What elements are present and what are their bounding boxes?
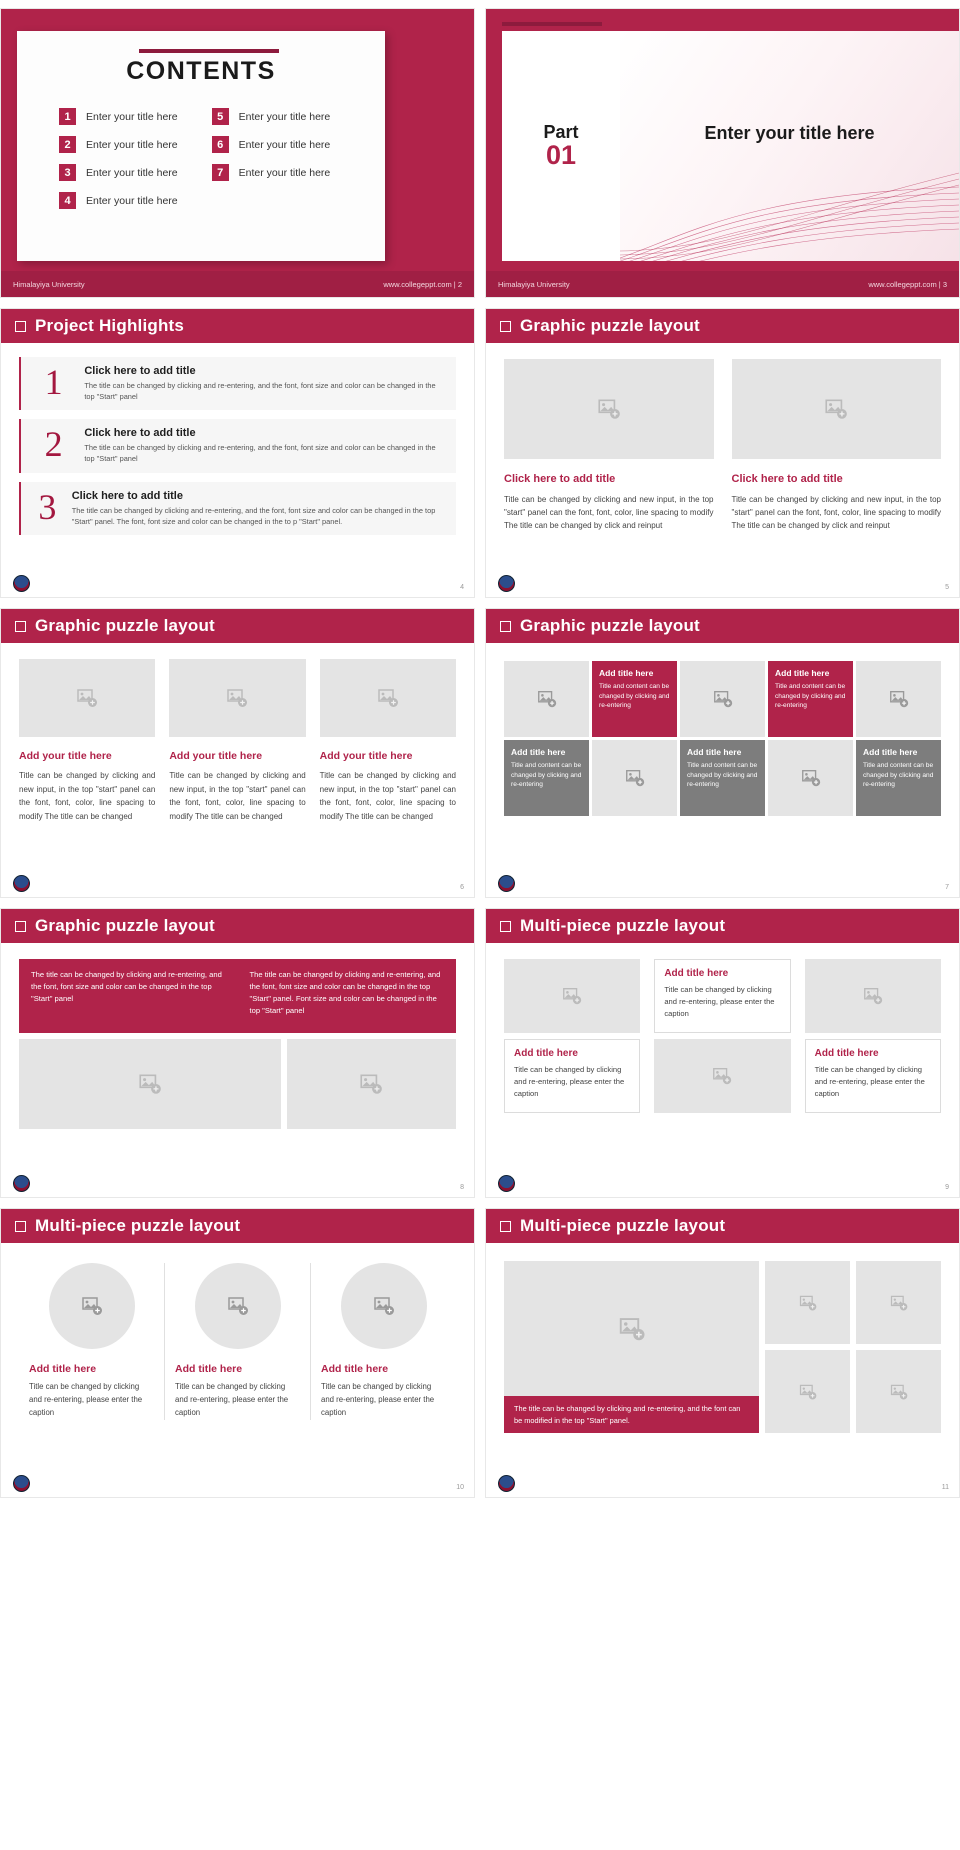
checkbox-icon [500,321,511,332]
mosaic-text-cell[interactable] [592,661,677,737]
image-icon [372,1294,396,1318]
image-placeholder[interactable] [19,1039,281,1129]
section-number-card [502,31,620,261]
slide-header-title: Multi-piece puzzle layout [520,916,726,935]
highlight-number: 2 [44,424,63,465]
mosaic-text-cell[interactable] [680,740,765,816]
slide-multi-piece-grid[interactable] [485,1208,960,1498]
puzzle-column [320,659,456,823]
circle-title: Add title here [175,1363,243,1375]
puzzle-title: Click here to add title [731,473,843,485]
section-part-label: Part [543,121,579,142]
checkbox-icon [500,1221,511,1232]
contents-item[interactable] [212,164,331,181]
circle-title: Add title here [321,1363,389,1375]
contents-item-label: Enter your title here [238,138,331,151]
image-icon [225,686,249,710]
contents-item[interactable] [59,192,178,209]
slide-number: 4 [460,584,464,591]
circle-desc: Title can be changed by clicking and re-entering, please enter the caption [175,1382,289,1417]
slide-section-divider[interactable] [485,8,960,298]
footer-org: Himalayiya University [13,279,85,289]
image-icon [798,1382,818,1402]
mosaic-title: Add title here [599,668,654,678]
image-icon [137,1071,163,1097]
slide-header-title: Graphic puzzle layout [35,616,215,635]
contents-columns [17,108,385,220]
contents-item-number: 5 [212,108,229,125]
multi-title: Add title here [814,1048,879,1059]
footer-org: Himalayiya University [498,279,570,289]
image-icon [80,1294,104,1318]
slide-header [486,1209,959,1243]
checkbox-icon [15,621,26,632]
circle-title: Add title here [29,1363,97,1375]
image-icon [226,1294,250,1318]
puzzle-column [732,359,942,533]
slide-graphic-puzzle-two[interactable] [485,308,960,598]
image-placeholder[interactable] [169,659,305,737]
slide-number: 5 [945,584,949,591]
thumbnail-grid [765,1261,941,1433]
image-placeholder[interactable] [732,359,942,459]
highlight-title: Click here to add title [84,365,196,377]
image-placeholder[interactable] [287,1039,456,1129]
slide-graphic-puzzle-banner[interactable] [0,908,475,1198]
slide-contents[interactable] [0,8,475,298]
image-placeholder[interactable] [856,1350,941,1433]
mosaic-desc: Title and content can be changed by clicking and re-entering [775,683,846,710]
grid-body [486,1243,959,1433]
section-title: Enter your title here [704,122,875,143]
image-icon [358,1071,384,1097]
contents-item-label: Enter your title here [86,194,178,207]
mosaic-desc: Title and content can be changed by clicking and re-entering [599,683,670,710]
mosaic-text-cell[interactable] [768,661,853,737]
highlight-number: 3 [38,486,57,527]
puzzle-title: Add your title here [319,750,413,762]
contents-item-number: 2 [59,136,76,153]
puzzle-title: Click here to add title [504,473,616,485]
circles-body [1,1243,474,1420]
slide-header [486,909,959,943]
image-placeholder[interactable] [768,740,853,816]
multi-piece-body [486,943,959,1113]
slide-header-title: Graphic puzzle layout [520,616,700,635]
image-placeholder[interactable] [504,959,640,1033]
slide-header [1,909,474,943]
contents-item[interactable] [212,108,331,125]
section-top-rule [502,22,602,26]
puzzle-title: Add your title here [19,750,112,762]
checkbox-icon [15,921,26,932]
contents-top-rule [139,49,279,53]
feature-caption[interactable]: The title can be changed by clicking and re-entering, and the font can be modified in the top "Start" panel. [504,1396,759,1433]
puzzle-desc: Title can be changed by clicking and new input, in the top "start" panel can the font, font, color, line spacing to modify The title can be changed [169,771,306,821]
mosaic-grid [504,661,941,816]
slide-header-title: Multi-piece puzzle layout [520,1216,726,1235]
contents-card [17,31,385,261]
contents-item-number: 4 [59,192,76,209]
contents-item-label: Enter your title here [86,138,178,151]
two-column-body [486,343,959,533]
image-icon [617,1314,647,1344]
contents-item-label: Enter your title here [238,110,331,123]
slide-graphic-puzzle-three[interactable] [0,608,475,898]
puzzle-title: Add your title here [169,750,263,762]
mosaic-title: Add title here [687,747,742,757]
slide-header-title: Project Highlights [35,316,185,335]
slide-header [1,309,474,343]
puzzle-desc: Title can be changed by clicking and new input, in the top "start" panel can the font, font, color, line spacing to modify The title can be changed [19,771,156,821]
image-placeholder[interactable] [320,659,456,737]
image-placeholder[interactable] [765,1261,850,1344]
image-icon [536,688,558,710]
circle-desc: Title can be changed by clicking and re-entering, please enter the caption [321,1382,435,1417]
multi-text-block[interactable] [654,959,790,1033]
image-placeholder[interactable] [49,1263,135,1349]
puzzle-column [504,359,714,533]
image-placeholder[interactable] [680,661,765,737]
university-logo-icon [498,575,515,592]
feature-image-block [504,1261,759,1433]
university-logo-icon [13,875,30,892]
image-icon [376,686,400,710]
mosaic-desc: Title and content can be changed by clicking and re-entering [511,762,582,789]
multi-column [805,959,941,1113]
image-icon [888,688,910,710]
image-placeholder[interactable] [856,661,941,737]
multi-text-block[interactable] [504,1039,640,1113]
contents-item-number: 1 [59,108,76,125]
three-column-body [1,643,474,823]
slide-number: 11 [941,1484,949,1491]
mosaic-title: Add title here [511,747,566,757]
puzzle-column [169,659,305,823]
slide-project-highlights[interactable] [0,308,475,598]
section-inner [502,31,959,261]
contents-item-label: Enter your title here [238,166,331,179]
image-placeholder[interactable] [805,959,941,1033]
highlight-desc: The title can be changed by clicking and re-entering, and the font, font size and color can be changed in the top "Start" panel [84,443,436,464]
multi-column [504,959,640,1113]
slide-header-title: Graphic puzzle layout [520,316,700,335]
slide-footer [486,271,959,297]
highlight-desc: The title can be changed by clicking and re-entering, and the font, font size and color can be changed in the top "Start" panel [84,381,436,401]
slide-number: 9 [945,1184,949,1191]
contents-item-number: 6 [212,136,229,153]
image-placeholder[interactable] [195,1263,281,1349]
slide-number: 6 [460,884,464,891]
university-logo-icon [13,575,30,592]
slide-header [1,609,474,643]
banner-text-bar[interactable] [19,959,456,1033]
highlight-row[interactable] [19,419,456,472]
highlight-row[interactable] [19,482,456,535]
multi-desc: Title can be changed by clicking and re-entering, please enter the caption [514,1065,625,1099]
slide-multi-piece-circles[interactable] [0,1208,475,1498]
image-icon [798,1293,818,1313]
university-logo-icon [498,1475,515,1492]
slide-header-title: Multi-piece puzzle layout [35,1216,241,1235]
circle-column [19,1263,164,1420]
slide-header-title: Graphic puzzle layout [35,916,215,935]
contents-item[interactable] [212,136,331,153]
university-logo-icon [13,1475,30,1492]
multi-desc: Title can be changed by clicking and re-entering, please enter the caption [814,1065,925,1099]
multi-column [654,959,790,1113]
contents-item-number: 7 [212,164,229,181]
contents-item-label: Enter your title here [86,166,178,179]
contents-column-right [212,108,331,220]
mosaic-text-cell[interactable] [504,740,589,816]
image-icon [862,985,884,1007]
section-part-number: 01 [545,139,577,170]
contents-item[interactable] [59,164,178,181]
image-icon [889,1382,909,1402]
checkbox-icon [500,921,511,932]
mosaic-desc: Title and content can be changed by clicking and re-entering [863,762,934,789]
mosaic-text-cell[interactable] [856,740,941,816]
contents-title: CONTENTS [126,57,276,85]
slide-footer [1,271,474,297]
multi-title: Add title here [664,968,729,979]
image-placeholder[interactable] [19,659,155,737]
contents-column-left [59,108,178,220]
mosaic-title: Add title here [775,668,830,678]
slide-header [1,1209,474,1243]
footer-url: www.collegeppt.com | 2 [383,279,462,289]
highlight-number: 1 [44,362,63,402]
slide-number: 10 [456,1484,464,1491]
image-placeholder[interactable] [341,1263,427,1349]
image-placeholder[interactable] [592,740,677,816]
puzzle-desc: Title can be changed by clicking and new input, in the top "start" panel can the font, font, color, line spacing to modify The title can be changed by click and reinput [504,495,714,531]
checkbox-icon [500,621,511,632]
slide-number: 8 [460,1184,464,1191]
image-placeholder[interactable] [856,1261,941,1344]
university-logo-icon [498,875,515,892]
image-placeholder[interactable] [654,1039,790,1113]
image-icon [711,1065,733,1087]
checkbox-icon [15,1221,26,1232]
slide-header [486,309,959,343]
highlight-row[interactable] [19,357,456,410]
image-icon [624,767,646,789]
image-placeholder[interactable] [504,359,714,459]
image-icon [823,396,849,422]
image-icon [561,985,583,1007]
multi-text-block[interactable] [805,1039,941,1113]
banner-text: The title can be changed by clicking and re-entering, and the font, font size and color can be changed in the top "Start" panel [31,970,222,1004]
image-icon [889,1293,909,1313]
puzzle-desc: Title can be changed by clicking and new input, in the top "start" panel can the font, font, color, line spacing to modify The title can be changed by click and reinput [731,495,941,531]
slide-graphic-puzzle-mosaic[interactable] [485,608,960,898]
puzzle-column [19,659,155,823]
slide-number: 7 [945,884,949,891]
image-icon [800,767,822,789]
image-placeholder[interactable] [765,1350,850,1433]
image-icon [712,688,734,710]
puzzle-desc: Title can be changed by clicking and new input, in the top "start" panel can the font, font, color, line spacing to modify The title can be changed [319,771,456,821]
contents-item-number: 3 [59,164,76,181]
highlights-body [1,343,474,535]
mosaic-title: Add title here [863,747,918,757]
highlight-title: Click here to add title [71,489,183,502]
slide-header [486,609,959,643]
circle-column [310,1263,456,1420]
banner-text: The title can be changed by clicking and re-entering, and the font, font size and color can be changed in the top "Start" panel. Font size and color can be changed in the top "Start" panel [249,970,441,1016]
wave-decoration-icon [620,155,959,261]
multi-title: Add title here [514,1048,578,1059]
contents-item[interactable] [59,136,178,153]
contents-item-label: Enter your title here [86,110,178,123]
section-title-panel [620,31,959,261]
image-placeholder[interactable] [504,661,589,737]
highlight-title: Click here to add title [84,427,196,440]
image-icon [75,686,99,710]
highlight-desc: The title can be changed by clicking and re-entering, and the font, font size and color can be changed in the top "Start" panel. The font, font size and color can be changed in the to p "Start" panel. [71,505,436,526]
slide-multi-piece-a[interactable] [485,908,960,1198]
circle-column [164,1263,310,1420]
image-icon [596,396,622,422]
multi-desc: Title can be changed by clicking and re-entering, please enter the caption [664,985,775,1019]
contents-item[interactable] [59,108,178,125]
checkbox-icon [15,321,26,332]
banner-image-row [19,1039,456,1129]
mosaic-desc: Title and content can be changed by clicking and re-entering [687,762,758,789]
circle-desc: Title can be changed by clicking and re-entering, please enter the caption [29,1382,143,1417]
university-logo-icon [498,1175,515,1192]
university-logo-icon [13,1175,30,1192]
footer-url: www.collegeppt.com | 3 [868,279,947,289]
image-placeholder[interactable] [504,1261,759,1396]
